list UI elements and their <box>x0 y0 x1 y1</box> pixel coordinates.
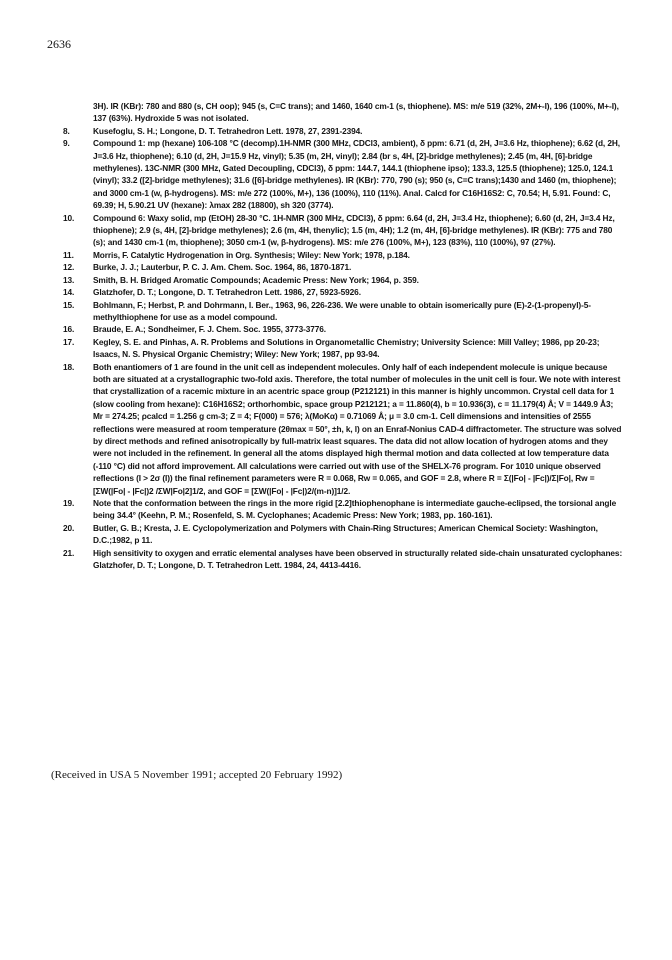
reference-text: Kusefoglu, S. H.; Longone, D. T. Tetrahedron Lett. 1978, 27, 2391-2394. <box>93 125 363 136</box>
reference-item <box>63 547 623 572</box>
reference-item <box>63 361 623 497</box>
reference-number: 17. <box>63 336 75 347</box>
reference-number: 20. <box>63 522 75 533</box>
reference-item <box>63 336 623 361</box>
reference-text: Butler, G. B.; Kresta, J. E. Cyclopolymerization and Polymers with Chain-Ring Structures; American Chemical Society: Washington, D.C.;1982, p 11. <box>93 522 598 546</box>
reference-text: Burke, J. J.; Lauterbur, P. C. J. Am. Chem. Soc. 1964, 86, 1870-1871. <box>93 262 352 273</box>
reference-number <box>63 100 93 125</box>
reference-number: 12. <box>63 262 75 273</box>
reference-item <box>63 100 623 125</box>
reference-number: 10. <box>63 212 75 223</box>
reference-number: 21. <box>63 547 75 558</box>
reference-item <box>63 522 623 547</box>
reference-text: High sensitivity to oxygen and erratic elemental analyses have been observed in structurally related side-chain unsaturated cyclophanes: Glatzhofer, D. T.; Longone, D. T. Tetrahedron Lett. 1984, 24, 4413-4416. <box>93 547 623 571</box>
reference-item <box>63 261 623 273</box>
reference-number: 13. <box>63 274 75 285</box>
reference-number: 8. <box>63 125 70 136</box>
page-number: 2636 <box>47 37 71 51</box>
reference-text: Both enantiomers of 1 are found in the unit cell as independent molecules. Only half of each independent molecule is unique because both are situated at a crystallographic two-fold axis. Therefore, the total number of molecules in the unit cell is four. We note with interest that crystallization of a racemic mixture in an acentric space group (P212121) in this manner is highly uncommon. Crystal cell data for 1 (slow cooling from hexane): C16H16S2; orthorhombic, space group P212121; a = 11.860(4), b = 10.936(3), c = 11.179(4) Å; V = 1449.9 Å3; Mr = 274.25; ρcalcd = 1.256 g cm-3; Z = 4; F(000) = 576; λ(MoKα) = 0.71069 Å; μ = 3.0 cm-1. Cell dimensions and intensities of 2555 reflections were measured at room temperature (2θmax = 50°, ±h, k, l) on an Enraf-Nonius CAD-4 diffractometer. The structure was solved by direct methods and refined anisotropically by full-matrix least squares. The data did not allow location of hydrogen atoms and they were not included in the refinement. In general all the atoms displayed high thermal motion and data collected at low temperature data (-110 °C) did not afford improvement. All calculations were carried out with use of the SHELX-76 program. For 1010 unique observed reflections (I > 2σ (I)) the final refinement parameters were R = 0.068, Rw = 0.065, and GOF = 2.8, where R = Σ(|Fo| - |Fc|)/Σ|Fo|, Rw = [ΣW(|Fo| - |Fc|)2 /ΣW|Fo|2]1/2, and GOF = [ΣW(|Fo| - |Fc|)2/(m-n)]1/2. <box>93 361 622 496</box>
reference-text: 3H). IR (KBr): 780 and 880 (s, CH oop); 945 (s, C=C trans); and 1460, 1640 cm-1 (s, thiophene). MS: m/e 519 (32%, 2M+-I), 196 (100%, M+-I), 137 (63%). Hydroxide 5 was not isolated. <box>93 101 619 124</box>
reference-item <box>63 125 623 137</box>
reference-item <box>63 497 623 522</box>
reference-item <box>63 137 623 211</box>
reference-text: Note that the conformation between the rings in the more rigid [2.2]thiophenophane is intermediate gauche-eclipsed, the torsional angle being 34.4° (Keehn, P. M.; Rosenfeld, S. M. Cyclophanes; Academic Press: New York; 1983, pp. 160-161). <box>93 498 617 521</box>
reference-text: Compound 1: mp (hexane) 106-108 °C (decomp).1H-NMR (300 MHz, CDCl3, ambient), δ ppm: 6.71 (d, 2H, J=3.6 Hz, thiophene); 6.62 (d, 2H, J=3.6 Hz, thiophene); 6.10 (d, 2H, J=15.9 Hz, vinyl); 5.35 (m, 2H, vinyl); 2.84 (br s, 4H, [2]-bridge methylenes); 2.45 (m, 4H, [6]-bridge methylenes). 13C-NMR (300 MHz, Gated Decoupling, CDCl3), δ ppm: 144.7, 144.1 (thiophene ipso); 133.3, 125.5 (thiophene); 125.0, 124.1 (vinyl); 33.2 ([2]-bridge methylenes); 31.6 ([6]-bridge methylenes). IR (KBr): 770, 790 (s); 950 (s, C=C trans);1430 and 1460 (m, thiophene); and 3000 cm-1 (w, β-hydrogens). MS: m/e 272 (100%, M+), 136 (100%), 110 (11%). Anal. Calcd for C16H16S2: C, 70.54; H, 5.91. Found: C, 69.39; H, 5.90.21 UV (hexane): λmax 282 (18800), sh 320 (3774). <box>93 138 620 211</box>
reference-item <box>63 212 623 249</box>
reference-item <box>63 274 623 286</box>
reference-text: Bohlmann, F.; Herbst, P. and Dohrmann, I. Ber., 1963, 96, 226-236. We were unable to obtain isomerically pure (E)-2-(1-propenyl)-5-methylthiophene for use as a model compound. <box>93 299 591 322</box>
reference-number: 14. <box>63 287 75 298</box>
reference-item <box>63 286 623 298</box>
reference-item <box>63 249 623 261</box>
reference-text: Morris, F. Catalytic Hydrogenation in Org. Synthesis; Wiley: New York; 1978, p.184. <box>93 249 410 260</box>
reference-number: 9. <box>63 138 70 149</box>
reference-item <box>63 299 623 324</box>
reference-number: 16. <box>63 324 75 335</box>
reference-number: 18. <box>63 361 75 372</box>
reference-text: Braude, E. A.; Sondheimer, F. J. Chem. Soc. 1955, 3773-3776. <box>93 324 327 335</box>
received-date-line: (Received in USA 5 November 1991; accepted 20 February 1992) <box>51 769 343 781</box>
reference-text: Glatzhofer, D. T.; Longone, D. T. Tetrahedron Lett. 1986, 27, 5923-5926. <box>93 287 361 298</box>
reference-text: Smith, B. H. Bridged Aromatic Compounds; Academic Press: New York; 1964, p. 359. <box>93 274 419 285</box>
reference-number: 19. <box>63 498 75 508</box>
reference-number: 15. <box>63 299 75 310</box>
reference-text: Kegley, S. E. and Pinhas, A. R. Problems and Solutions in Organometallic Chemistry; University Science: Mill Valley; 1986, pp 20-23; Isaacs, N. S. Physical Organic Chemistry; Wiley: New York; 1987, pp 93-94. <box>93 336 600 360</box>
reference-text: Compound 6: Waxy solid, mp (EtOH) 28-30 °C. 1H-NMR (300 MHz, CDCl3), δ ppm: 6.64 (d, 2H, J=3.4 Hz, thiophene); 6.60 (d, 2H, J=3.4 Hz, thiophene); 2.9 (s, 4H, [2]-bridge methylenes); 2.6 (m, 4H, thenylic); 1.5 (m, 4H); 1.2 (m, 4H, [6]-bridge methylenes). IR (KBr): 775 and 780 (s); and 1430 cm-1 (m, thiophene); 3050 cm-1 (w, β-hydrogens). MS: m/e 276 (100%, M+), 123 (83%), 110 (100%), 97 (27%). <box>93 212 615 248</box>
reference-number: 11. <box>63 249 74 260</box>
reference-item <box>63 323 623 335</box>
reference-list <box>63 100 623 571</box>
